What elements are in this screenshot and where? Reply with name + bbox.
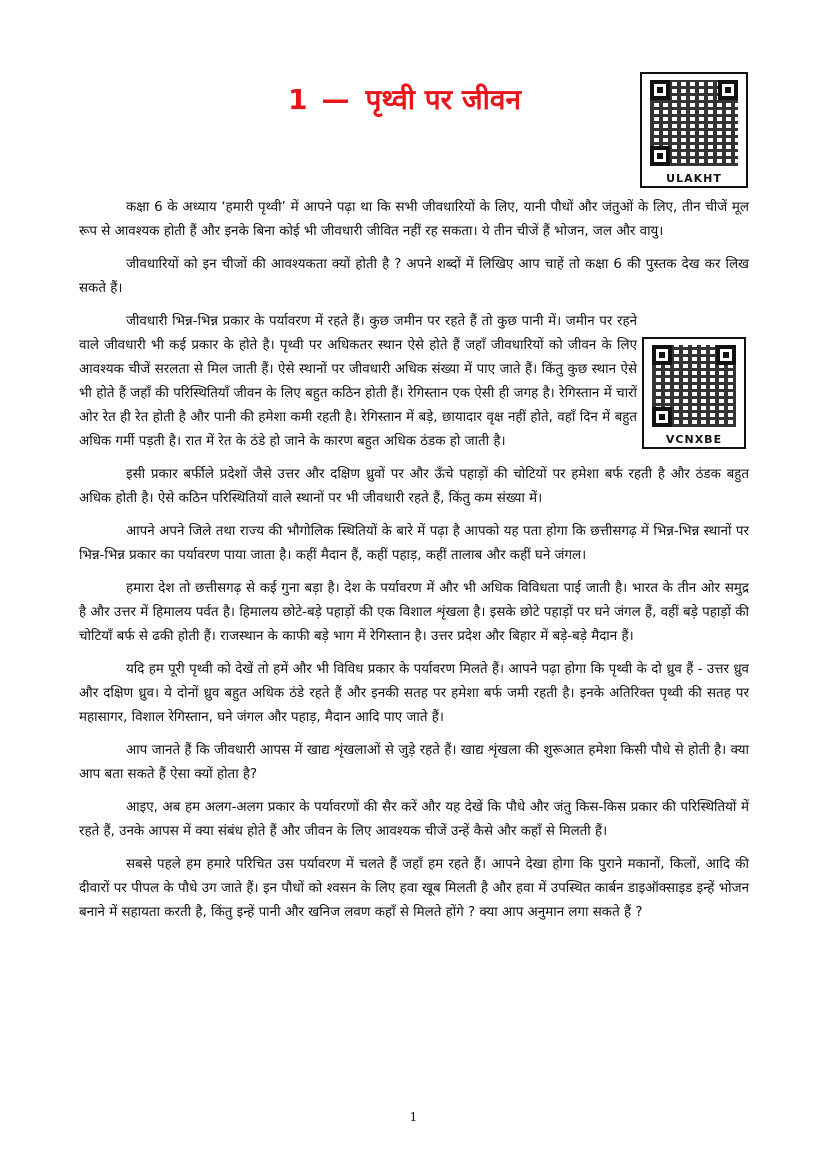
paragraph: आपने अपने जिले तथा राज्य की भौगोलिक स्थितियों के बारे में पढ़ा है आपको यह पता होगा कि छत्तीसगढ़ में भिन्न-भिन्न स्थानों पर भिन्न-भिन्न प्रकार का पर्यावरण पाया जाता है। कहीं मैदान हैं, कहीं पहाड़, कहीं तालाब और कहीं घने जंगल। bbox=[79, 524, 749, 563]
paragraph: हमारा देश तो छत्तीसगढ़ से कई गुना बड़ा है। देश के पर्यावरण में और भी अधिक विविधता पाई जाती है। भारत के तीन ओर समुद्र है और उत्तर में हिमालय पर्वत है। हिमालय छोटे-बड़े पहाड़ों की एक विशाल शृंखला है। इसके छोटे पहाड़ों पर घने जंगल हैं, वहीं बड़े पहाड़ों की चोटियाँ बर्फ से ढकी होती हैं। राजस्थान के काफी बड़े भाग में रेगिस्तान है। उत्तर प्रदेश और बिहार में बड़े-बड़े मैदान हैं। bbox=[79, 581, 749, 644]
qr-code-vcnxbe[interactable] bbox=[642, 337, 746, 449]
chapter-separator: — bbox=[321, 83, 350, 116]
qr-finder-icon bbox=[652, 407, 672, 427]
qr-finder-icon bbox=[718, 80, 738, 100]
chapter-title-text: पृथ्वी पर जीवन bbox=[365, 83, 522, 116]
qr-code-ulakht[interactable] bbox=[640, 72, 748, 188]
chapter-title bbox=[288, 80, 521, 118]
paragraph: यदि हम पूरी पृथ्वी को देखें तो हमें और भी विविध प्रकार के पर्यावरण मिलते हैं। आपने पढ़ा होगा कि पृथ्वी के दो ध्रुव हैं - उत्तर ध्रुव और दक्षिण ध्रुव। ये दोनों ध्रुव बहुत अधिक ठंडे रहते हैं और इनकी सतह पर हमेशा बर्फ जमी रहती है। इनके अतिरिक्त पृथ्वी की सतह पर महासागर, विशाल रेगिस्तान, घने जंगल और पहाड़, मैदान आदि पाए जाते हैं। bbox=[79, 662, 749, 725]
qr-finder-icon bbox=[650, 146, 670, 166]
paragraph: सबसे पहले हम हमारे परिचित उस पर्यावरण में चलते हैं जहाँ हम रहते हैं। आपने देखा होगा कि पुराने मकानों, किलों, आदि की दीवारों पर पीपल के पौधे उग जाते हैं। इन पौधों को श्वसन के लिए हवा खूब मिलती है और हवा में उपस्थित कार्बन डाइऑक्साइड इन्हें भोजन बनाने में सहायता करती है, किंतु इन्हें पानी और खनिज लवण कहाँ से मिलते होंगे ? क्या आप अनुमान लगा सकते हैं ? bbox=[79, 857, 749, 920]
chapter-number: 1 bbox=[288, 83, 308, 116]
paragraph: जीवधारियों को इन चीजों की आवश्यकता क्यों होती है ? अपने शब्दों में लिखिए आप चाहें तो कक्षा 6 की पुस्तक देख कर लिख सकते हैं। bbox=[79, 257, 749, 296]
paragraph: कक्षा 6 के अध्याय ‘हमारी पृथ्वी’ में आपने पढ़ा था कि सभी जीवधारियों के लिए, यानी पौधों और जंतुओं के लिए, तीन चीजें मूल रूप से आवश्यक होती हैं और इनके बिना कोई भी जीवधारी जीवित नहीं रह सकता। ये तीन चीजें हैं भोजन, जल और वायु। bbox=[79, 200, 749, 239]
qr-code-label: VCNXBE bbox=[665, 433, 723, 446]
chapter-body bbox=[79, 196, 749, 934]
qr-code-label: ULAKHT bbox=[666, 172, 722, 185]
qr-finder-icon bbox=[650, 80, 670, 100]
page-number: 1 bbox=[409, 1110, 418, 1124]
paragraph: जीवधारी भिन्न-भिन्न प्रकार के पर्यावरण में रहते हैं। कुछ जमीन पर रहते हैं तो कुछ पानी में। जमीन पर रहने वाले जीवधारी भी कई प्रकार के होते है। पृथ्वी पर अधिकतर स्थान ऐसे होते हैं जहाँ जीवधारियों को जीवन के लिए आवश्यक चीजें सरलता से मिल जाती हैं। ऐसे स्थानों पर जीवधारी अधिक संख्या में पाए जाते हैं। किंतु कुछ स्थान ऐसे भी होते हैं जहाँ की परिस्थितियाँ जीवन के लिए बहुत कठिन होती हैं। रेगिस्तान एक ऐसी ही जगह है। रेगिस्तान में चारों ओर रेत ही रेत होती है और पानी की हमेशा कमी रहती है। रेगिस्तान में बड़े, छायादार वृक्ष नहीं होते, वहाँ दिन में बहुत अधिक गर्मी पड़ती है। रात में रेत के ठंडे हो जाने के कारण बहुत अधिक ठंडक हो जाती है। bbox=[79, 314, 637, 449]
qr-finder-icon bbox=[716, 345, 736, 365]
paragraph: इसी प्रकार बर्फीले प्रदेशों जैसे उत्तर और दक्षिण ध्रुवों पर और ऊँचे पहाड़ों की चोटियों पर हमेशा बर्फ रहती है और ठंडक बहुत अधिक होती है। ऐसे कठिन परिस्थितियों वाले स्थानों पर भी जीवधारी रहते हैं, किंतु कम संख्या में। bbox=[79, 467, 749, 506]
qr-finder-icon bbox=[652, 345, 672, 365]
paragraph: आप जानते हैं कि जीवधारी आपस में खाद्य शृंखलाओं से जुड़े रहते हैं। खाद्य शृंखला की शुरूआत हमेशा किसी पौधे से होती है। क्या आप बता सकते हैं ऐसा क्यों होता है? bbox=[79, 743, 749, 782]
paragraph: आइए, अब हम अलग-अलग प्रकार के पर्यावरणों की सैर करें और यह देखें कि पौधे और जंतु किस-किस प्रकार की परिस्थितियों में रहते हैं, उनके आपस में क्या संबंध होते हैं और जीवन के लिए आवश्यक चीजें उन्हें कैसे और कहाँ से मिलती हैं। bbox=[79, 800, 749, 839]
